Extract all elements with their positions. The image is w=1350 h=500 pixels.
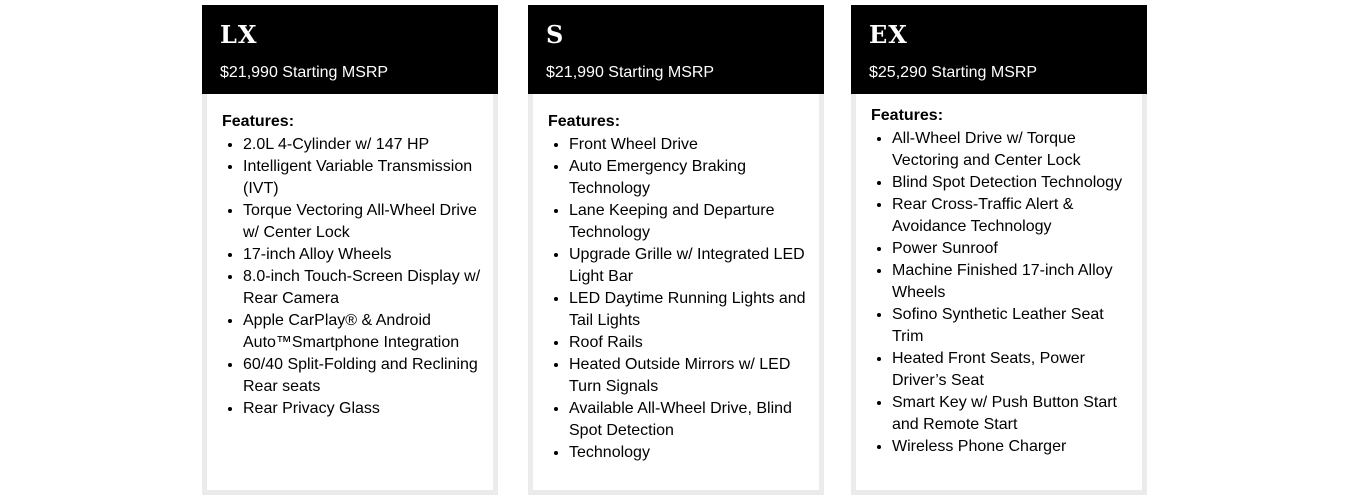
card-header	[528, 5, 824, 94]
features-list	[548, 134, 809, 464]
features-list	[871, 128, 1132, 458]
trim-card-ex	[851, 5, 1147, 495]
feature-item: • 60/40 Split-Folding and Reclining Rear seats	[243, 354, 483, 398]
trim-name: LX	[220, 20, 258, 49]
feature-item: • Wireless Phone Charger	[892, 436, 1132, 458]
feature-item: • Torque Vectoring All-Wheel Drive w/ Center Lock	[243, 200, 483, 244]
features-heading: Features:	[871, 107, 944, 124]
feature-item: • Lane Keeping and Departure Technology	[569, 200, 809, 244]
trim-price: $21,990 Starting MSRP	[220, 64, 389, 81]
feature-item: • Heated Outside Mirrors w/ LED Turn Signals	[569, 354, 809, 398]
feature-item: • Machine Finished 17-inch Alloy Wheels	[892, 260, 1132, 304]
feature-item: • 2.0L 4-Cylinder w/ 147 HP	[243, 134, 483, 156]
feature-item: • LED Daytime Running Lights and Tail Lights	[569, 288, 809, 332]
card-body	[533, 94, 819, 490]
feature-item: • Heated Front Seats, Power Driver’s Seat	[892, 348, 1132, 392]
feature-item: • Blind Spot Detection Technology	[892, 172, 1132, 194]
feature-item: • Sofino Synthetic Leather Seat Trim	[892, 304, 1132, 348]
trim-name: S	[546, 20, 565, 49]
feature-item: • Roof Rails	[569, 332, 809, 354]
feature-item: • Front Wheel Drive	[569, 134, 809, 156]
features-heading: Features:	[548, 113, 621, 130]
trim-card-lx	[202, 5, 498, 495]
trim-price: $21,990 Starting MSRP	[546, 64, 715, 81]
feature-item: • Technology	[569, 442, 809, 464]
feature-item: • Rear Cross-Traffic Alert & Avoidance Technology	[892, 194, 1132, 238]
feature-item: • Rear Privacy Glass	[243, 398, 483, 420]
features-heading: Features:	[222, 113, 295, 130]
trim-name: EX	[869, 20, 908, 49]
feature-item: • Auto Emergency Braking Technology	[569, 156, 809, 200]
feature-item: • Apple CarPlay® & Android Auto™Smartphone Integration	[243, 310, 483, 354]
feature-item: • Upgrade Grille w/ Integrated LED Light Bar	[569, 244, 809, 288]
card-header	[851, 5, 1147, 94]
feature-item: • Smart Key w/ Push Button Start and Remote Start	[892, 392, 1132, 436]
feature-item: • 8.0-inch Touch-Screen Display w/ Rear Camera	[243, 266, 483, 310]
card-body	[207, 94, 493, 490]
feature-item: • Available All-Wheel Drive, Blind Spot Detection	[569, 398, 809, 442]
trim-price: $25,290 Starting MSRP	[869, 64, 1038, 81]
trim-card-s	[528, 5, 824, 495]
card-body	[856, 94, 1142, 490]
feature-item: • All-Wheel Drive w/ Torque Vectoring and Center Lock	[892, 128, 1132, 172]
feature-item: • Power Sunroof	[892, 238, 1132, 260]
feature-item: • 17-inch Alloy Wheels	[243, 244, 483, 266]
features-list	[222, 134, 483, 420]
card-header	[202, 5, 498, 94]
feature-item: • Intelligent Variable Transmission (IVT)	[243, 156, 483, 200]
